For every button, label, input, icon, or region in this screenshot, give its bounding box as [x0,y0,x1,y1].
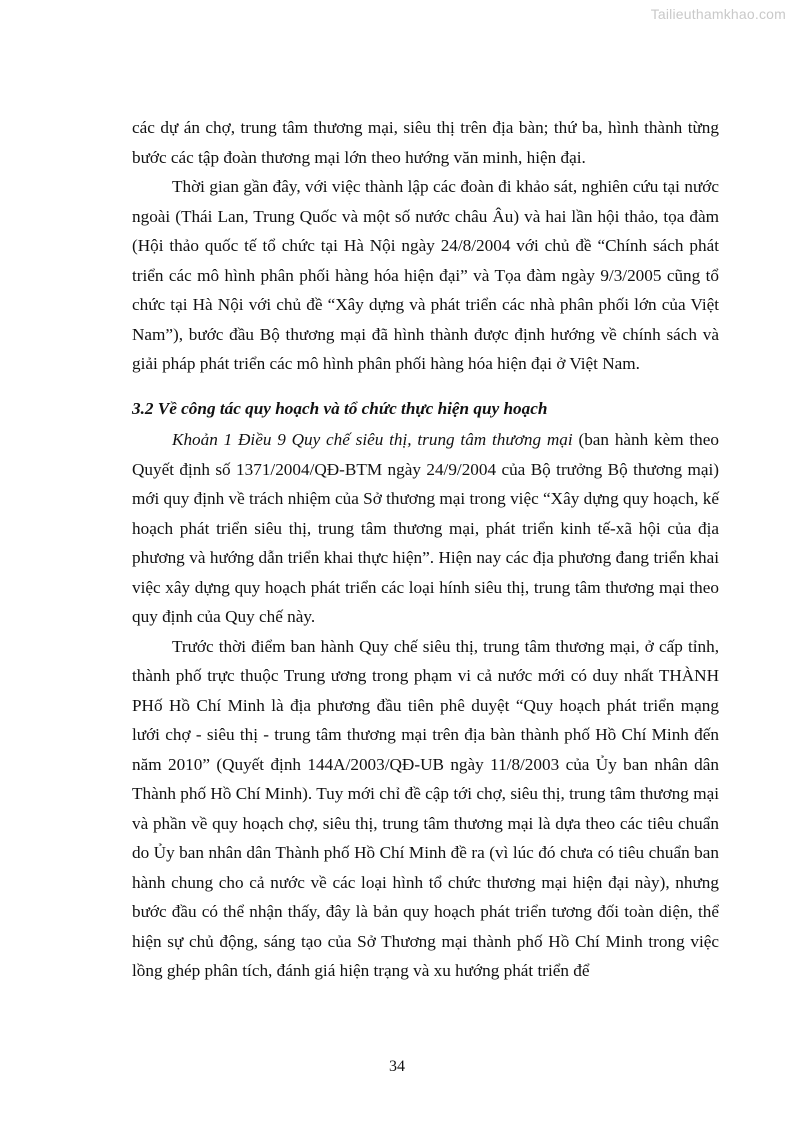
paragraph-1: các dự án chợ, trung tâm thương mại, siêu thị trên địa bàn; thứ ba, hình thành từng bước các tập đoàn thương mại lớn theo hướng văn minh, hiện đại. [132,118,719,167]
paragraph-3 [132,425,719,632]
document-body [132,113,719,986]
paragraph-3-text: (ban hành kèm theo Quyết định số 1371/2004/QĐ-BTM ngày 24/9/2004 của Bộ trưởng Bộ thương mại) mới quy định về trách nhiệm của Sở thương mại trong việc “Xây dựng quy hoạch, kế hoạch phát triển siêu thị, trung tâm thương mại, phát triển kinh tế-xã hội của địa phương và hướng dẫn triển khai thực hiện”. Hiện nay các địa phương đang triển khai việc xây dựng quy hoạch phát triển các loại hính siêu thị, trung tâm thương mại theo quy định của Quy chế này. [132,430,719,626]
paragraph-2: Thời gian gần đây, với việc thành lập các đoàn đi khảo sát, nghiên cứu tại nước ngoài (Thái Lan, Trung Quốc và một số nước châu Âu) và hai lần hội thảo, tọa đàm (Hội thảo quốc tế tổ chức tại Hà Nội ngày 24/8/2004 với chủ đề “Chính sách phát triển các mô hình phân phối hàng hóa hiện đại” và Tọa đàm ngày 9/3/2005 cũng tổ chức tại Hà Nội với chủ đề “Xây dựng và phát triển các nhà phân phối lớn của Việt Nam”), bước đầu Bộ thương mại đã hình thành được định hướng về chính sách và giải pháp phát triển các mô hình phân phối hàng hóa hiện đại ở Việt Nam. [132,177,719,373]
paragraph-4: Trước thời điểm ban hành Quy chế siêu thị, trung tâm thương mại, ở cấp tỉnh, thành phố trực thuộc Trung ương trong phạm vi cả nước mới có duy nhất THÀNH PHố Hồ Chí Minh là địa phương đầu tiên phê duyệt “Quy hoạch phát triển mạng lưới chợ - siêu thị - trung tâm thương mại trên địa bàn thành phố Hồ Chí Minh đến năm 2010” (Quyết định 144A/2003/QĐ-UB ngày 11/8/2003 của Ủy ban nhân dân Thành phố Hồ Chí Minh). Tuy mới chỉ đề cập tới chợ, siêu thị, trung tâm thương mại và phần về quy hoạch chợ, siêu thị, trung tâm thương mại là dựa theo các tiêu chuẩn do Ủy ban nhân dân Thành phố Hồ Chí Minh đề ra (vì lúc đó chưa có tiêu chuẩn ban hành chung cho cả nước về các loại hình tổ chức thương mại hiện đại này), nhưng bước đầu có thể nhận thấy, đây là bản quy hoạch phát triển tương đối toàn diện, thể hiện sự chủ động, sáng tạo của Sở Thương mại thành phố Hồ Chí Minh trong việc lồng ghép phân tích, đánh giá hiện trạng và xu hướng phát triển để [132,636,719,980]
watermark: Tailieuthamkhao.com [650,6,786,22]
regulation-reference: Khoản 1 Điều 9 Quy chế siêu thị, trung tâm thương mại [172,430,573,449]
page-number: 34 [389,1058,405,1075]
section-heading: 3.2 Về công tác quy hoạch và tổ chức thực hiện quy hoạch [132,398,548,418]
